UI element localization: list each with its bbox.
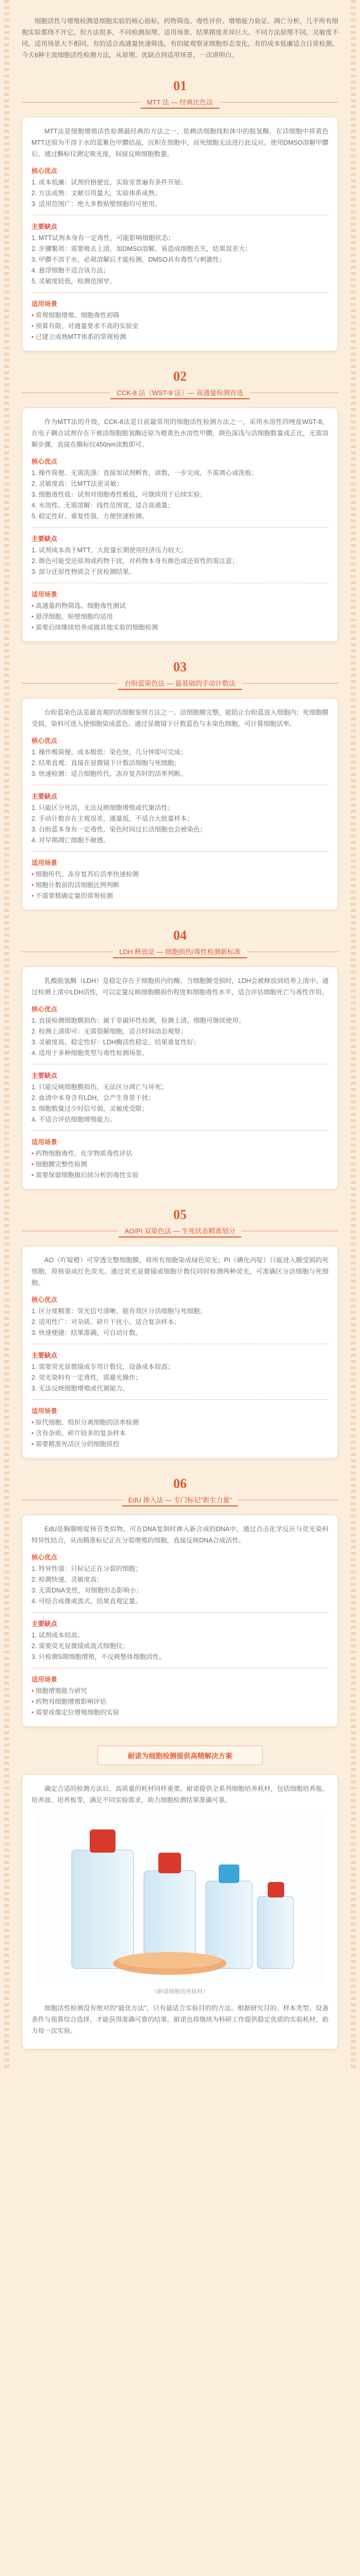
dis-item: 1. MTT试剂本身有一定毒性，可能影响细胞状态； bbox=[31, 234, 175, 242]
dis-item: 4. 不适合评估细胞增殖能力。 bbox=[31, 1116, 116, 1123]
method-intro: AO（吖啶橙）可穿透完整细胞膜，将所有细胞染成绿色荧光；PI（碘化丙啶）只能进入膜受损的死细胞，将核染成红色荧光。通过荧光显微镜或细胞计数仪同时检测两种荧光，可准确区分活细胞与死细胞。 bbox=[31, 1257, 329, 1286]
divider bbox=[242, 683, 338, 684]
adv-item: 1. 特异性强：只标记正在分裂的细胞； bbox=[31, 1565, 142, 1572]
section-title: 台盼蓝染色法 — 最基础的手动计数法 bbox=[118, 677, 241, 690]
dis-item: 1. 试剂成本较高； bbox=[31, 1632, 84, 1639]
app-item: • 不需要精确定量的常规检测 bbox=[31, 891, 329, 902]
applications-heading: 适用场景 bbox=[31, 300, 58, 308]
method-section bbox=[22, 369, 338, 642]
app-item: • 药物细胞毒性、化学物质毒性评估 bbox=[31, 1148, 329, 1159]
app-item: • 已建立成熟MTT体系的常规检测 bbox=[31, 332, 329, 343]
dis-item: 3. 细胞数量过少时信号弱，灵敏度受限； bbox=[31, 1105, 149, 1112]
disadvantages-heading: 主要缺点 bbox=[31, 793, 58, 800]
adv-item: 1. 成本低廉：试剂价格便宜，实验室普遍有条件开展； bbox=[31, 179, 187, 186]
dis-item: 2. 步骤繁琐：需要吸去上清，加DMSO溶解，易造成细胞丢失，结果误差大； bbox=[31, 245, 252, 252]
divider bbox=[31, 292, 329, 293]
dis-item: 3. 只检测S期细胞增殖，不反映整体细胞活性。 bbox=[31, 1653, 166, 1660]
section-title: MTT 法 — 经典比色法 bbox=[141, 96, 219, 109]
dis-item: 2. 荧光染料有一定毒性，需避光操作； bbox=[31, 1374, 142, 1381]
divider bbox=[219, 102, 338, 103]
app-item: • 细胞计数前的活细胞比例判断 bbox=[31, 880, 329, 891]
method-intro: 乳酸脱氢酶（LDH）是稳定存在于细胞质内的酶。当细胞膜受损时，LDH会被释放到培养上清中。通过检测上清中LDH活性，可以定量反映细胞膜损伤程度和细胞毒性水平，适合评估细胞死亡与毒性作用。 bbox=[31, 977, 329, 996]
applications-heading: 适用场景 bbox=[31, 1676, 58, 1683]
section-heading bbox=[22, 1225, 338, 1238]
method-card bbox=[22, 698, 338, 910]
section-number: 06 bbox=[173, 1476, 187, 1491]
adv-item: 4. 水溶性、无需溶解：线性范围宽，适合高通量； bbox=[31, 502, 174, 509]
app-item: • 需要精准死活区分的细胞质控 bbox=[31, 1439, 329, 1450]
applications-heading: 适用场景 bbox=[31, 591, 58, 598]
method-section bbox=[22, 1207, 338, 1459]
method-card bbox=[22, 408, 338, 642]
disadvantages-heading: 主要缺点 bbox=[31, 223, 58, 230]
applications-heading: 适用场景 bbox=[31, 859, 58, 867]
app-item: • 细胞膜完整性检测 bbox=[31, 1159, 329, 1170]
adv-item: 2. 检测上清即可：无需裂解细胞，适合时间动态观察； bbox=[31, 1028, 187, 1035]
section-title: CCK-8 法（WST-8 法）— 高通量检测首选 bbox=[110, 386, 250, 399]
method-card bbox=[22, 1515, 338, 1727]
app-item: • 需要成像定位增殖细胞的实验 bbox=[31, 1707, 329, 1718]
section-heading bbox=[22, 677, 338, 690]
dis-item: 2. 血清中本身含有LDH，会产生背景干扰； bbox=[31, 1094, 155, 1101]
dis-item: 4. 对早期凋亡细胞不敏感。 bbox=[31, 837, 110, 844]
closing-card bbox=[22, 1774, 338, 2049]
adv-item: 3. 快速便捷：结果准确，可自动计数。 bbox=[31, 1329, 142, 1336]
advantages-heading: 核心优点 bbox=[31, 458, 58, 465]
divider bbox=[31, 1399, 329, 1400]
dis-item: 3. 台盼蓝本身有一定毒性，染色时间过长活细胞也会被染色； bbox=[31, 826, 206, 833]
adv-item: 2. 方法成熟：文献引用量大，实验体系成熟； bbox=[31, 190, 161, 197]
app-item: • 需要后续继续培养或做其他实验的细胞检测 bbox=[31, 622, 329, 633]
app-item: • 预算有限、对通量要求不高的实验室 bbox=[31, 321, 329, 332]
disadvantages-heading: 主要缺点 bbox=[31, 1352, 58, 1359]
dis-item: 2. 颜色可能受还原剂或药物干扰，对药物本身有颜色或还原性的需注意； bbox=[31, 557, 239, 565]
adv-item: 1. 操作简便、无需洗涤：直接加试剂孵育，读数，一步完成，不需离心或洗板； bbox=[31, 469, 258, 477]
method-card bbox=[22, 967, 338, 1190]
adv-item: 3. 无需DNA变性，对细胞形态影响小； bbox=[31, 1587, 143, 1594]
dis-item: 3. 无法反映细胞增殖或代谢能力。 bbox=[31, 1385, 129, 1392]
adv-item: 4. 适用于多种细胞类型与毒性检测场景。 bbox=[31, 1049, 149, 1057]
app-item: • 高通量药物筛选、细胞毒性测试 bbox=[31, 601, 329, 612]
method-card bbox=[22, 117, 338, 351]
section-title: LDH 释放法 — 细胞损伤/毒性检测新标准 bbox=[113, 945, 247, 958]
advantages-heading: 核心优点 bbox=[31, 1554, 58, 1561]
section-title: AO/PI 双染色法 — 生死状态精准划分 bbox=[119, 1225, 242, 1238]
advantages-heading: 核心优点 bbox=[31, 1006, 58, 1013]
section-title: EdU 掺入法 — 专门标记“新生力量” bbox=[122, 1494, 238, 1506]
dis-item: 4. 悬浮细胞不适合该方法； bbox=[31, 267, 110, 274]
adv-item: 1. 区分度精准：荧光信号清晰，能有效区分活细胞与死细胞； bbox=[31, 1308, 206, 1315]
adv-item: 4. 可结合成像或流式，结果直观定量。 bbox=[31, 1598, 142, 1605]
culture-flasks-illustration bbox=[36, 1814, 324, 1984]
dis-item: 2. 手动计数存在主观误差，通量低，不适合大批量样本； bbox=[31, 815, 193, 822]
app-item: • 细胞增殖能力研究 bbox=[31, 1686, 329, 1697]
divider bbox=[31, 851, 329, 852]
dis-item: 1. 只能反映细胞膜损伤，无法区分凋亡与坏死； bbox=[31, 1083, 168, 1091]
app-item: • 药物对细胞增殖影响评估 bbox=[31, 1697, 329, 1707]
section-number: 03 bbox=[173, 659, 187, 674]
method-intro: 台盼蓝染色法是最直观的活细胞鉴别方法之一。活细胞膜完整，能阻止台盼蓝进入细胞内；死细胞膜受损，染料可进入使细胞染成蓝色。通过显微镜下计数蓝色与未染色细胞，可计算细胞活率。 bbox=[31, 709, 329, 727]
app-item: • 悬浮细胞、贴壁细胞均适用 bbox=[31, 612, 329, 622]
advantages-heading: 核心优点 bbox=[31, 737, 58, 744]
dis-item: 1. 试剂成本高于MTT，大批量长期使用经济压力较大； bbox=[31, 547, 188, 554]
adv-item: 5. 稳定性好、重复性强，方便快速检测。 bbox=[31, 513, 149, 520]
adv-item: 3. 细胞毒性低：试剂对细胞毒性极低，可继续用于后续实验； bbox=[31, 491, 206, 498]
method-section bbox=[22, 928, 338, 1190]
divider bbox=[31, 1130, 329, 1131]
section-number: 04 bbox=[173, 928, 187, 943]
dis-item: 2. 需要荧光显微镜或流式细胞仪； bbox=[31, 1642, 129, 1650]
advantages-heading: 核心优点 bbox=[31, 1296, 58, 1303]
adv-item: 2. 检测快速、灵敏度高； bbox=[31, 1576, 103, 1583]
method-card bbox=[22, 1246, 338, 1459]
dis-item: 1. 需要荧光显微镜或专用计数仪，设备成本较高； bbox=[31, 1363, 174, 1370]
intro-paragraph: 细胞活性与增殖检测是细胞实验的核心指标，药物筛选、毒性评价、增殖能力验证、凋亡分析，几乎所有细胞实验都绕不开它。但方法很多，不同检测原理、适用场景、结果精度差异巨大。不同方法原理不同，灵敏度不同，适用场景大不相同。有的适合高通量快速筛选，有的能观察亚细胞形态变化，有的成本低廉适合日常检测。今天6种主流细胞活性检测方法，从原理、优缺点到适用场景，一次讲明白。 bbox=[22, 18, 338, 59]
adv-item: 3. 快速检测：适合细胞传代、冻存复苏时的活率判断。 bbox=[31, 770, 187, 777]
adv-item: 2. 灵敏度高：比MTT法更灵敏； bbox=[31, 480, 123, 487]
section-number: 01 bbox=[173, 78, 187, 93]
advantages-heading: 核心优点 bbox=[31, 167, 58, 175]
disadvantages-heading: 主要缺点 bbox=[31, 1620, 58, 1628]
method-section bbox=[22, 1476, 338, 1727]
adv-item: 3. 适用范围广：绝大多数贴壁细胞均可使用。 bbox=[31, 200, 161, 208]
dis-item: 3. 甲臜不溶于水，必须溶解后才能检测，DMSO具有毒性与刺激性； bbox=[31, 256, 226, 263]
dis-item: 3. 部分还原性物质会干扰检测结果。 bbox=[31, 568, 136, 575]
closing-paragraph: 细胞活性检测没有绝对的“最优方法”，只有最适合实验目的的方法。根据研究目的、样本类型、设备条件与预算综合选择，才能获得准确可靠的结果。耐诺也将继续为科研工作提供稳定优质的实验耗材，助力每一次实验。 bbox=[31, 2005, 329, 2035]
disadvantages-heading: 主要缺点 bbox=[31, 1072, 58, 1079]
section-heading bbox=[22, 1494, 338, 1506]
adv-item: 2. 适用性广：对杂质、碎片干扰小，适合复杂样本； bbox=[31, 1318, 181, 1326]
adv-item: 2. 结果直观：直接在显微镜下计数活细胞与死细胞； bbox=[31, 759, 181, 767]
divider bbox=[22, 683, 118, 684]
app-item: • 细胞传代、冻存复苏后活率快速检测 bbox=[31, 869, 329, 880]
adv-item: 3. 灵敏度高、稳定性好：LDH酶活性稳定，结果重复性好； bbox=[31, 1039, 200, 1046]
lab-consumables-photo bbox=[36, 1814, 324, 1984]
method-intro: 作为MTT法的升级，CCK-8法是目前最常用的细胞活性检测方法之一，采用水溶性四唑盐WST-8，在电子耦合试剂存在下被活细胞脱氢酶还原为橙黄色水溶性甲臜，颜色深浅与活细胞数量成正比，无需溶解步骤，直接在酶标仪450nm读数即可。 bbox=[31, 418, 329, 448]
app-item: • 原代细胞、组织分离细胞的活率检测 bbox=[31, 1417, 329, 1428]
applications-heading: 适用场景 bbox=[31, 1139, 58, 1146]
divider bbox=[31, 1612, 329, 1613]
section-heading bbox=[22, 945, 338, 958]
method-intro: EdU是胸腺嘧啶核苷类似物，可在DNA复制时掺入新合成的DNA中，通过点击化学反应与荧光染料特异性结合，从而精准标记正在分裂增殖的细胞，直接反映DNA合成活性。 bbox=[31, 1526, 329, 1544]
app-item: • 需要保留细胞做后续分析的毒性实验 bbox=[31, 1170, 329, 1181]
photo-caption: （耐诺细胞培养耗材） bbox=[152, 1989, 208, 1995]
adv-item: 1. 操作极简便、成本极低：染色快，几分钟即可完成； bbox=[31, 749, 187, 756]
method-section bbox=[22, 78, 338, 351]
closing-intro: 确定合适的检测方法后，高质量的耗材同样重要。耐诺提供全系列细胞培养耗材，包括细胞培养瓶、培养皿、培养板等，满足不同实验需求，助力细胞检测结果准确可靠。 bbox=[31, 1785, 329, 1804]
section-banner: 耐诺为细胞检测提供高精解决方案 bbox=[97, 1745, 263, 1765]
divider bbox=[31, 527, 329, 528]
adv-item: 1. 直接检测细胞膜损伤：属于非破坏性检测，检测上清，细胞可继续使用； bbox=[31, 1017, 245, 1024]
dis-item: 1. 只能区分死活，无法反映细胞增殖或代谢活性； bbox=[31, 804, 174, 811]
method-intro: MTT法是细胞增殖活性检测最经典的方法之一，依赖活细胞线粒体中的脱氢酶，在活细胞中将黄色MTT还原为不溶于水的蓝紫色甲臜结晶，沉积在细胞中，而死细胞无法进行此反应。使用DMSO溶解甲臜后，通过酶标仪测定吸光度，间接反映细胞数量。 bbox=[31, 128, 329, 158]
applications-heading: 适用场景 bbox=[31, 1408, 58, 1415]
section-number: 02 bbox=[173, 369, 187, 384]
disadvantages-heading: 主要缺点 bbox=[31, 535, 58, 543]
section-number: 05 bbox=[173, 1207, 187, 1222]
dis-item: 5. 灵敏度较低，检测范围窄。 bbox=[31, 278, 116, 285]
section-heading bbox=[22, 96, 338, 109]
app-item: • 含有杂质、碎片较多的复杂样本 bbox=[31, 1428, 329, 1439]
app-item: • 常规细胞增殖、细胞毒性初筛 bbox=[31, 310, 329, 321]
divider bbox=[22, 102, 141, 103]
section-heading bbox=[22, 386, 338, 399]
method-section bbox=[22, 659, 338, 910]
